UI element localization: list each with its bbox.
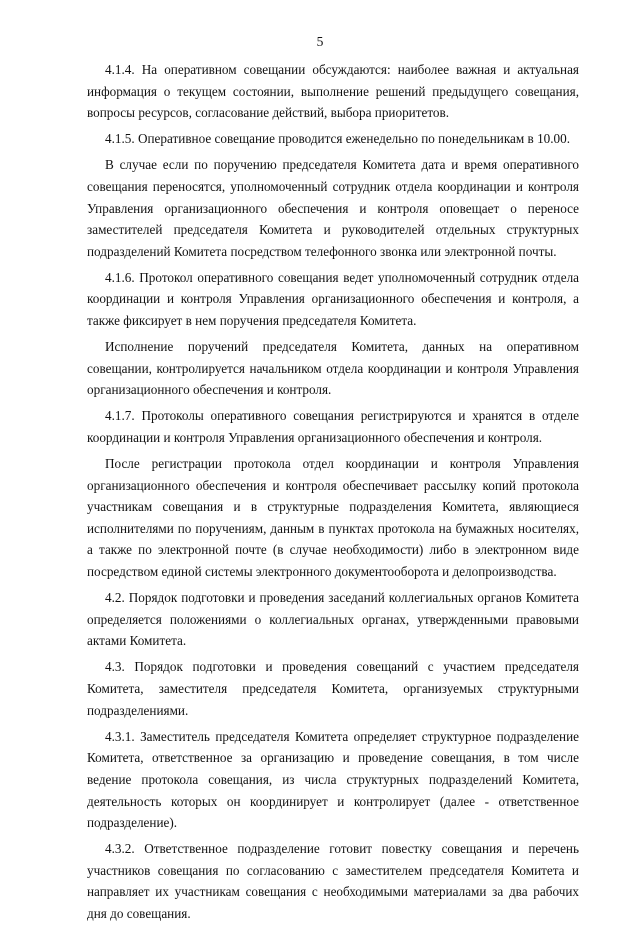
document-body [87,59,579,929]
paragraph-4-1-5: 4.1.5. Оперативное совещание проводится еженедельно по понедельникам в 10.00. [105,131,571,147]
paragraph-4-3: 4.3. Порядок подготовки и проведения совещаний с участием председателя Комитета, заместителя председателя Комитета, организуемых структурными подразделениями. [87,659,579,718]
paragraph-meeting-reschedule: В случае если по поручению председателя Комитета дата и время оперативного совещания переносятся, уполномоченный сотрудник отдела координации и контроля Управления организационного обеспечения и контроля оповещает о переносе заместителей председателя Комитета и руководителей отдельных структурных подразделений Комитета посредством телефонного звонка или электронной почты. [87,157,579,259]
paragraph-4-1-6: 4.1.6. Протокол оперативного совещания ведет уполномоченный сотрудник отдела координации и контроля Управления организационного обеспечения и контроля, а также фиксирует в нем поручения председателя Комитета. [87,269,579,329]
paragraph-4-3-2: 4.3.2. Ответственное подразделение готовит повестку совещания и перечень участников совещания по согласованию с заместителем председателя Комитета и направляет их участникам совещания с необходимыми материалами за два рабочих дня до совещания. [87,841,579,921]
paragraph-execution-control: Исполнение поручений председателя Комитета, данных на оперативном совещании, контролируется начальником отдела координации и контроля Управления организационного обеспечения и контроля. [87,339,579,398]
paragraph-4-1-7: 4.1.7. Протоколы оперативного совещания регистрируются и хранятся в отделе координации и контроля Управления организационного обеспечения и контроля. [87,408,579,445]
paragraph-4-1-4: 4.1.4. На оперативном совещании обсуждаются: наиболее важная и актуальная информация о текущем состоянии, выполнение решений предыдущего совещания, вопросы ресурсов, согласование действий, выбора приоритетов. [87,62,579,121]
page-number: 5 [316,34,324,49]
paragraph-protocol-distribution: После регистрации протокола отдел координации и контроля Управления организационного обеспечения и контроля обеспечивает рассылку копий протокола участникам совещания и в структурные подразделения Комитета, являющиеся исполнителями по поручениям, данным в пунктах протокола на бумажных носителях, а также по электронной почте (в случае необходимости) либо в электронном виде посредством единой системы электронного документооборота и делопроизводства. [87,456,579,580]
paragraph-4-2: 4.2. Порядок подготовки и проведения заседаний коллегиальных органов Комитета определяется положениями о коллегиальных органах, утвержденными правовыми актами Комитета. [87,590,579,649]
paragraph-4-3-1: 4.3.1. Заместитель председателя Комитета определяет структурное подразделение Комитета, ответственное за организацию и проведение совещания, в том числе ведение протокола совещания, из числа структурных подразделений Комитета, деятельность которых он координирует и контролирует (далее - ответственное подразделение). [87,728,579,831]
